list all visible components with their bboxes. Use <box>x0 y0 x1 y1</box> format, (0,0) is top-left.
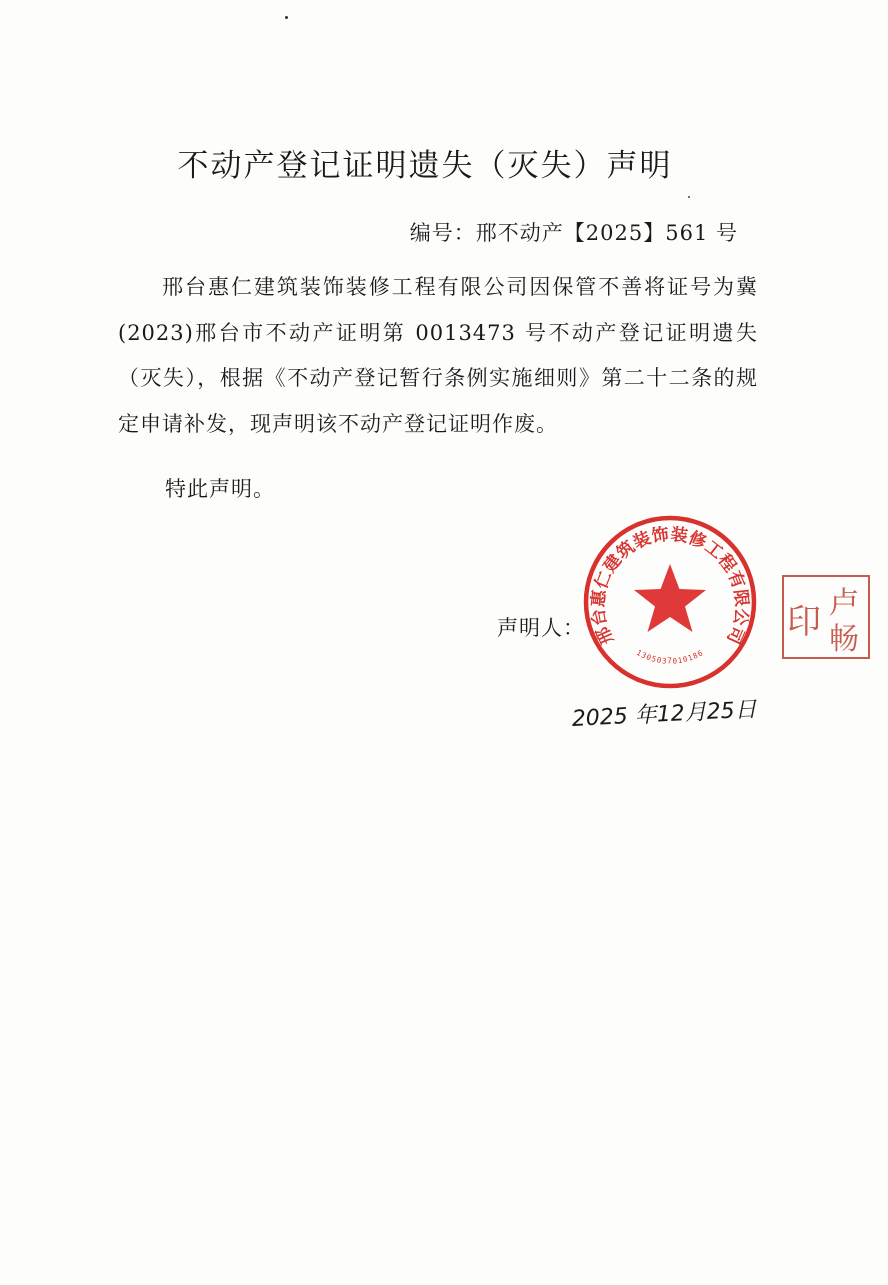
scan-speck <box>285 16 288 19</box>
name-stamp-char: 卢 <box>829 586 859 621</box>
seal-star-icon <box>634 564 706 632</box>
declarant-label: 声明人： <box>497 616 585 640</box>
handwritten-date: 2025 年12月25日 <box>571 697 758 732</box>
company-seal <box>580 512 760 692</box>
seal-company-name: 邢台惠仁建筑装饰装修工程有限公司 <box>588 524 752 648</box>
name-stamp-graphic <box>780 573 872 661</box>
document-number: 编号：邢不动产【2025】561 号 <box>409 221 738 245</box>
personal-name-stamp <box>780 573 872 661</box>
seal-code: 1305037010186 <box>634 647 706 666</box>
name-stamp-char: 印 <box>787 602 821 642</box>
name-stamp-char: 畅 <box>829 622 859 657</box>
seal-graphic <box>580 512 760 692</box>
statement-paragraph: 邢台惠仁建筑装饰装修工程有限公司因保管不善将证号为冀(2023)邢台市不动产证明第 0013473 号不动产登记证明遗失（灭失），根据《不动产登记暂行条例实施细则》第二十二条的规定申请补发，现声明该不动产登记证明作废。 <box>118 275 758 436</box>
scan-speck <box>688 196 690 198</box>
closing-line: 特此声明。 <box>165 477 275 501</box>
document-title: 不动产登记证明遗失（灭失）声明 <box>177 148 673 184</box>
statement-body <box>118 265 758 447</box>
